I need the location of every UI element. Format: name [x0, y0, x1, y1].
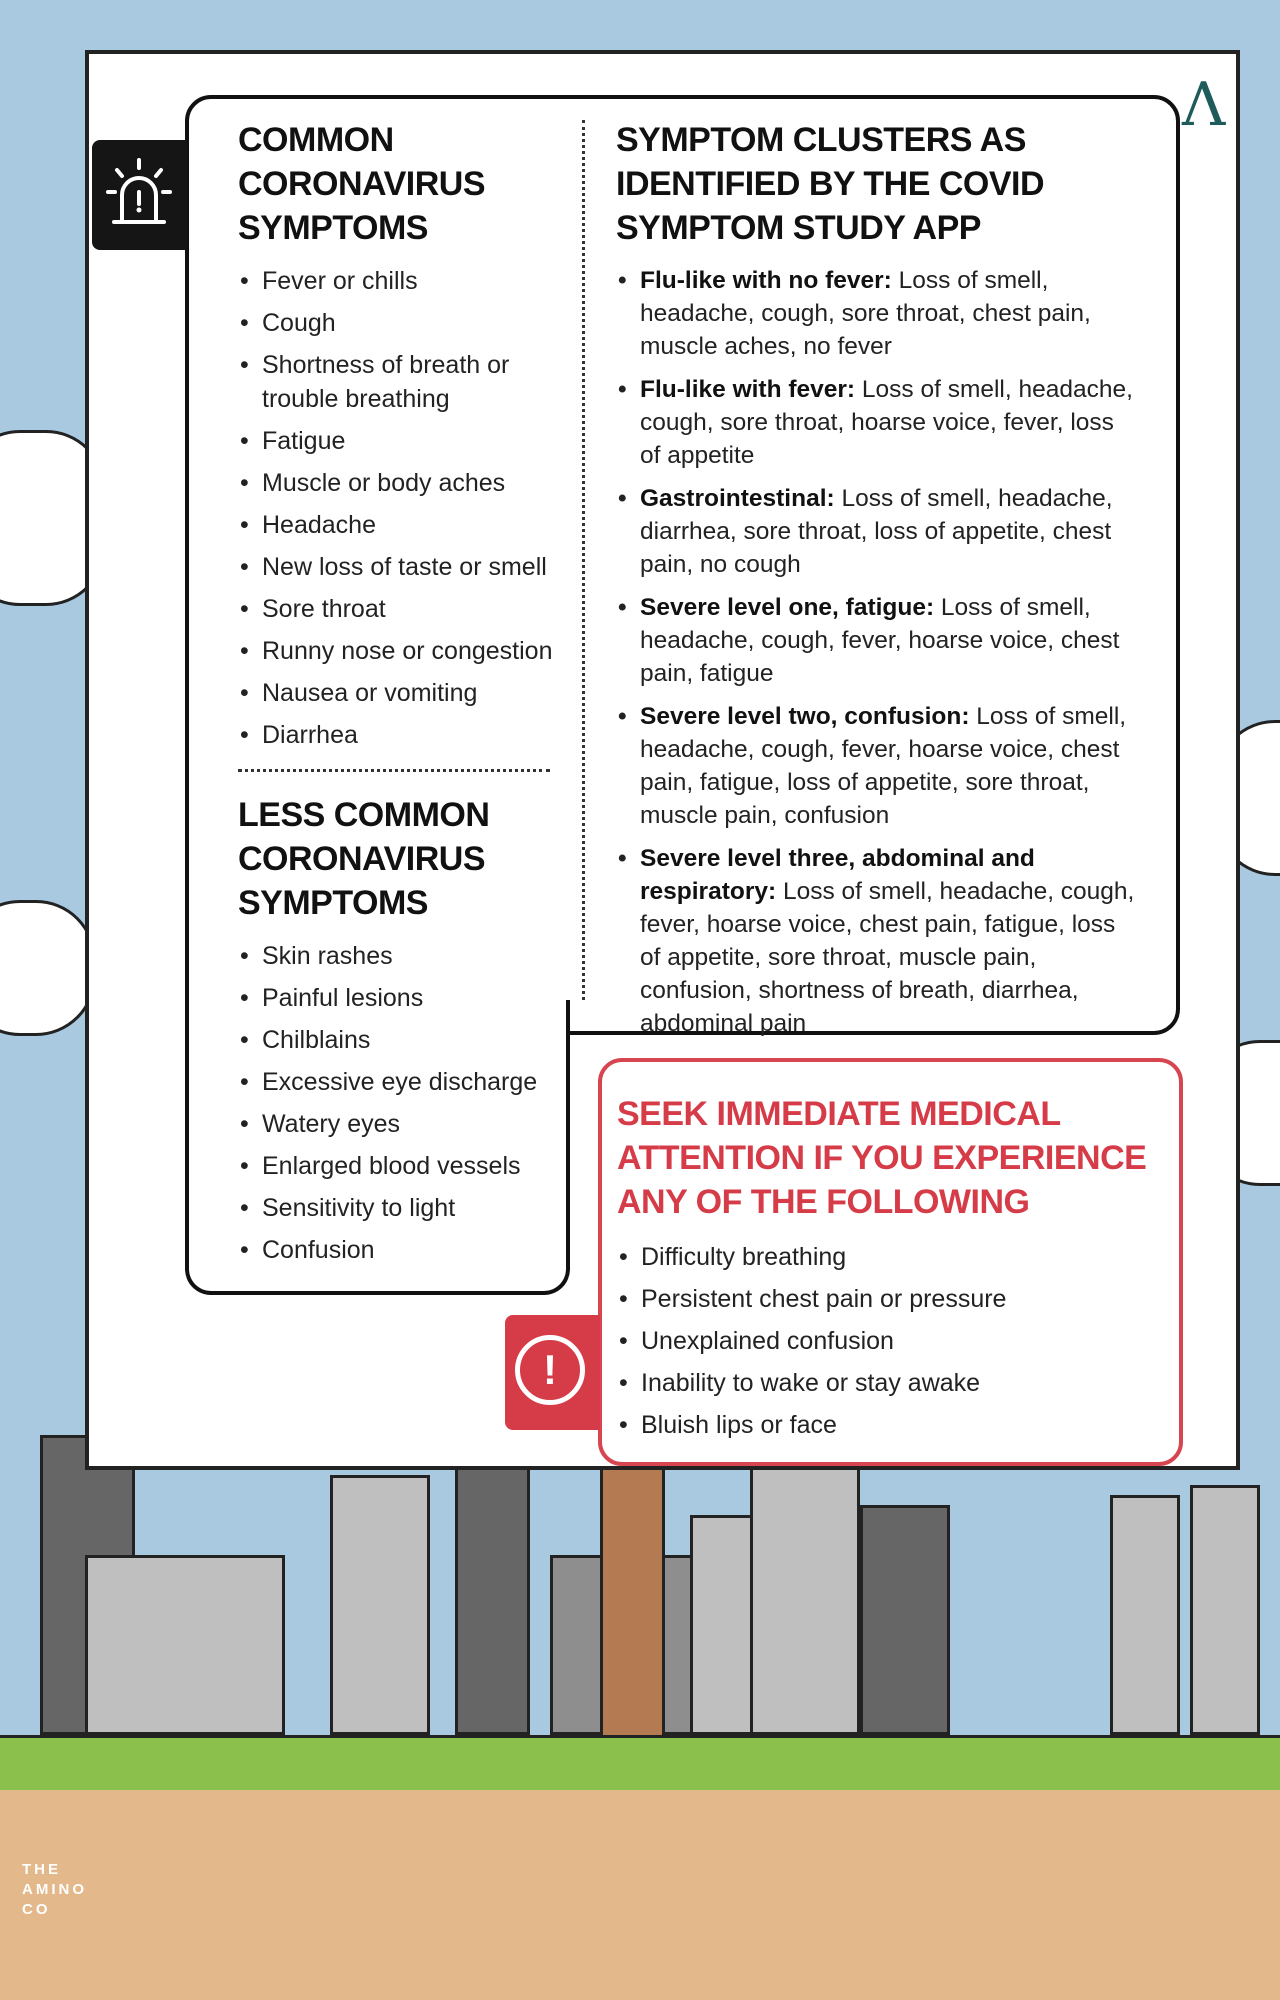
- list-item: • Diarrhea: [238, 718, 558, 752]
- column-divider: [582, 120, 585, 1000]
- common-symptoms-section: [238, 118, 558, 760]
- brand-line: AMINO: [22, 1881, 87, 1898]
- list-item: • Confusion: [238, 1233, 558, 1267]
- list-item: • Persistent chest pain or pressure: [617, 1282, 1157, 1316]
- list-item: • New loss of taste or smell: [238, 550, 558, 584]
- symptom-clusters-section: [616, 118, 1141, 1050]
- cluster-item: [616, 700, 1141, 832]
- list-item: • Chilblains: [238, 1023, 558, 1057]
- common-symptoms-list: [238, 264, 558, 752]
- cluster-text: Loss of smell, headache, cough, sore throat, chest pain, muscle aches, no fever: [640, 267, 1091, 360]
- list-item: • Painful lesions: [238, 981, 558, 1015]
- cluster-label: Severe level two, confusion:: [640, 703, 970, 730]
- less-common-section: [238, 793, 558, 1275]
- list-item: • Bluish lips or face: [617, 1408, 1157, 1442]
- list-item: • Muscle or body aches: [238, 466, 558, 500]
- brand-wordmark: [22, 1860, 87, 1920]
- exclamation-icon: !: [515, 1335, 585, 1405]
- alarm-badge: [92, 140, 187, 250]
- amino-logo-icon: Λ: [1182, 70, 1226, 140]
- immediate-attention-title: SEEK IMMEDIATE MEDICAL ATTENTION IF YOU EXPERIENCE ANY OF THE FOLLOWING: [617, 1095, 1147, 1221]
- list-item: • Shortness of breath or trouble breathing: [238, 348, 558, 416]
- building: [860, 1505, 950, 1735]
- list-item: • Fever or chills: [238, 264, 558, 298]
- list-item: • Runny nose or congestion: [238, 634, 558, 668]
- cluster-item: [616, 482, 1141, 581]
- list-item: • Enlarged blood vessels: [238, 1149, 558, 1183]
- alert-badge: [505, 1315, 600, 1430]
- cluster-item: [616, 264, 1141, 363]
- list-item: • Skin rashes: [238, 939, 558, 973]
- list-item: • Sore throat: [238, 592, 558, 626]
- less-common-title: LESS COMMON CORONAVIRUS SYMPTOMS: [238, 796, 490, 922]
- immediate-attention-box: [598, 1058, 1183, 1466]
- brand-line: CO: [22, 1901, 51, 1918]
- list-item: • Headache: [238, 508, 558, 542]
- building: [85, 1555, 285, 1735]
- building: [330, 1475, 430, 1735]
- cluster-label: Severe level three, abdominal and respiratory:: [640, 845, 1035, 905]
- list-item: • Watery eyes: [238, 1107, 558, 1141]
- cluster-item: [616, 842, 1141, 1040]
- cluster-text: Loss of smell, headache, cough, fever, hoarse voice, chest pain, fatigue, loss of appetite, sore throat, muscle pain, confusion, shortness of breath, diarrhea, abdominal pain: [640, 878, 1135, 1037]
- immediate-attention-list: [617, 1240, 1157, 1442]
- cluster-label: Severe level one, fatigue:: [640, 594, 935, 621]
- list-item: • Cough: [238, 306, 558, 340]
- cluster-label: Gastrointestinal:: [640, 485, 835, 512]
- brand-line: THE: [22, 1861, 61, 1878]
- siren-icon: [92, 140, 187, 250]
- list-item: • Unexplained confusion: [617, 1324, 1157, 1358]
- cluster-text: Loss of smell, headache, cough, fever, hoarse voice, chest pain, fatigue: [640, 594, 1120, 687]
- building: [1110, 1495, 1180, 1735]
- cluster-item: [616, 373, 1141, 472]
- ground-path: [0, 1790, 1280, 2000]
- common-symptoms-title: COMMON CORONAVIRUS SYMPTOMS: [238, 121, 485, 247]
- building: [455, 1455, 530, 1735]
- section-divider: [238, 769, 550, 772]
- list-item: • Nausea or vomiting: [238, 676, 558, 710]
- cluster-text: Loss of smell, headache, cough, fever, hoarse voice, chest pain, fatigue, loss of appetite, sore throat, muscle pain, confusion: [640, 703, 1127, 829]
- list-item: • Excessive eye discharge: [238, 1065, 558, 1099]
- cluster-item: [616, 591, 1141, 690]
- less-common-list: [238, 939, 558, 1267]
- list-item: • Fatigue: [238, 424, 558, 458]
- cluster-label: Flu-like with no fever:: [640, 267, 892, 294]
- symptom-clusters-title: SYMPTOM CLUSTERS AS IDENTIFIED BY THE COVID SYMPTOM STUDY APP: [616, 121, 1045, 247]
- list-item: • Inability to wake or stay awake: [617, 1366, 1157, 1400]
- cluster-text: Loss of smell, headache, cough, sore throat, hoarse voice, fever, loss of appetite: [640, 376, 1133, 469]
- symptom-clusters-list: [616, 264, 1141, 1040]
- list-item: • Difficulty breathing: [617, 1240, 1157, 1274]
- cluster-label: Flu-like with fever:: [640, 376, 856, 403]
- building: [750, 1435, 860, 1735]
- building: [1190, 1485, 1260, 1735]
- cluster-text: Loss of smell, headache, diarrhea, sore throat, loss of appetite, chest pain, no cough: [640, 485, 1113, 578]
- list-item: • Sensitivity to light: [238, 1191, 558, 1225]
